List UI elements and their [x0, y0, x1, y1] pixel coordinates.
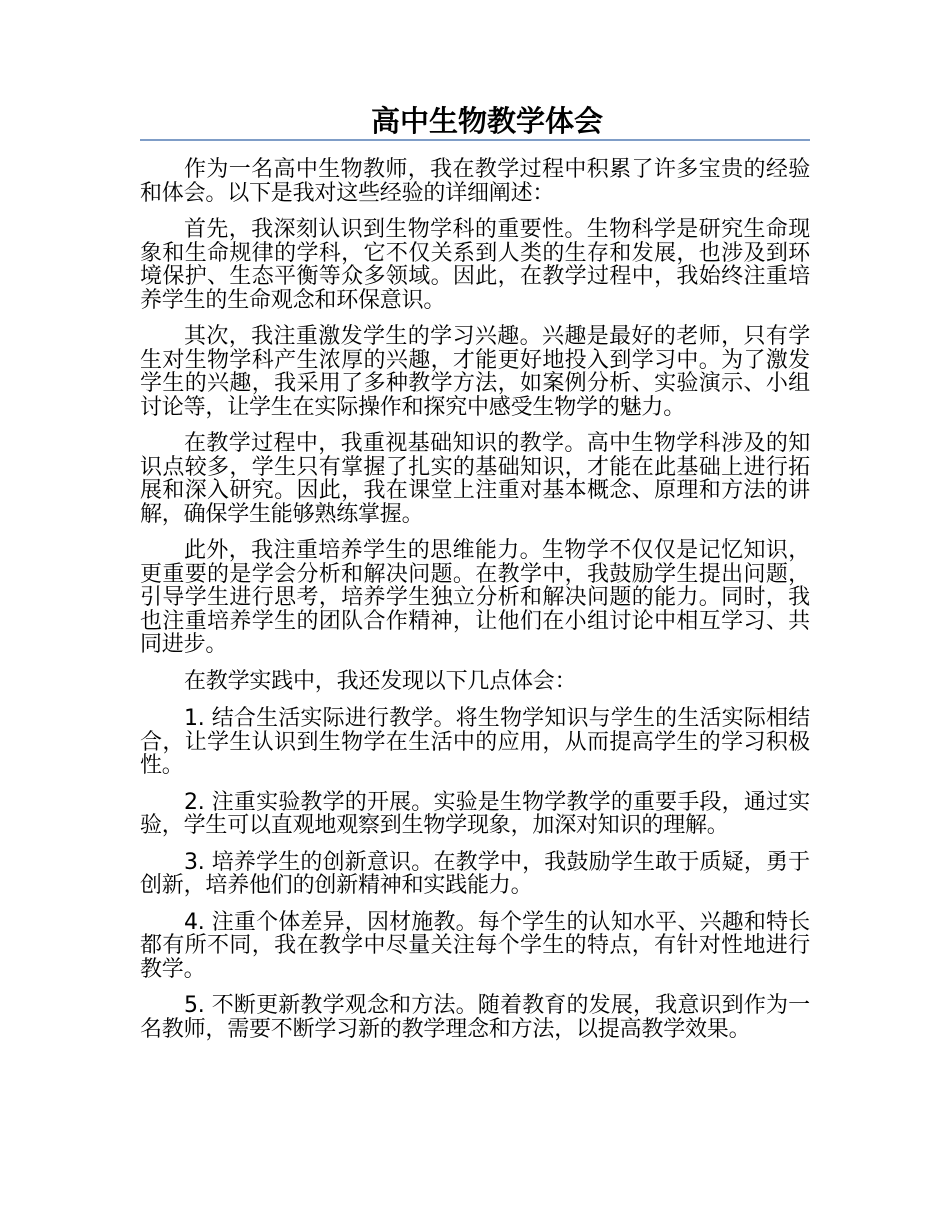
paragraph-thinking: 此外，我注重培养学生的思维能力。生物学不仅仅是记忆知识，更重要的是学会分析和解决问题。在教学中，我鼓励学生提出问题，引导学生进行思考，培养学生独立分析和解决问题的能力。同时，我也注重培养学生的团队合作精神，让他们在小组讨论中相互学习、共同进步。 — [140, 538, 810, 657]
list-item-5: 5. 不断更新教学观念和方法。随着教育的发展，我意识到作为一名教师，需要不断学习新的教学理念和方法，以提高教学效果。 — [140, 993, 810, 1042]
document-body — [140, 158, 810, 1054]
list-item-2: 2. 注重实验教学的开展。实验是生物学教学的重要手段，通过实验，学生可以直观地观察到生物学现象，加深对知识的理解。 — [140, 789, 810, 838]
paragraph-basics: 在教学过程中，我重视基础知识的教学。高中生物学科涉及的知识点较多，学生只有掌握了扎实的基础知识，才能在此基础上进行拓展和深入研究。因此，我在课堂上注重对基本概念、原理和方法的讲解，确保学生能够熟练掌握。 — [140, 431, 810, 527]
paragraph-importance: 首先，我深刻认识到生物学科的重要性。生物科学是研究生命现象和生命规律的学科，它不仅关系到人类的生存和发展，也涉及到环境保护、生态平衡等众多领域。因此，在教学过程中，我始终注重培养学生的生命观念和环保意识。 — [140, 217, 810, 313]
list-item-4: 4. 注重个体差异，因材施教。每个学生的认知水平、兴趣和特长都有所不同，我在教学中尽量关注每个学生的特点，有针对性地进行教学。 — [140, 909, 810, 982]
paragraph-intro: 作为一名高中生物教师，我在教学过程中积累了许多宝贵的经验和体会。以下是我对这些经验的详细阐述： — [140, 157, 810, 206]
document-title: 高中生物教学体会 — [370, 104, 603, 138]
paragraph-practice-intro: 在教学实践中，我还发现以下几点体会： — [184, 668, 577, 694]
title-underline — [140, 139, 810, 141]
list-item-3: 3. 培养学生的创新意识。在教学中，我鼓励学生敢于质疑，勇于创新，培养他们的创新精神和实践能力。 — [140, 849, 810, 898]
list-item-1: 1. 结合生活实际进行教学。将生物学知识与学生的生活实际相结合，让学生认识到生物学在生活中的应用，从而提高学生的学习积极性。 — [140, 706, 810, 778]
paragraph-interest: 其次，我注重激发学生的学习兴趣。兴趣是最好的老师，只有学生对生物学科产生浓厚的兴趣，才能更好地投入到学习中。为了激发学生的兴趣，我采用了多种教学方法，如案例分析、实验演示、小组讨论等，让学生在实际操作和探究中感受生物学的魅力。 — [140, 324, 810, 420]
